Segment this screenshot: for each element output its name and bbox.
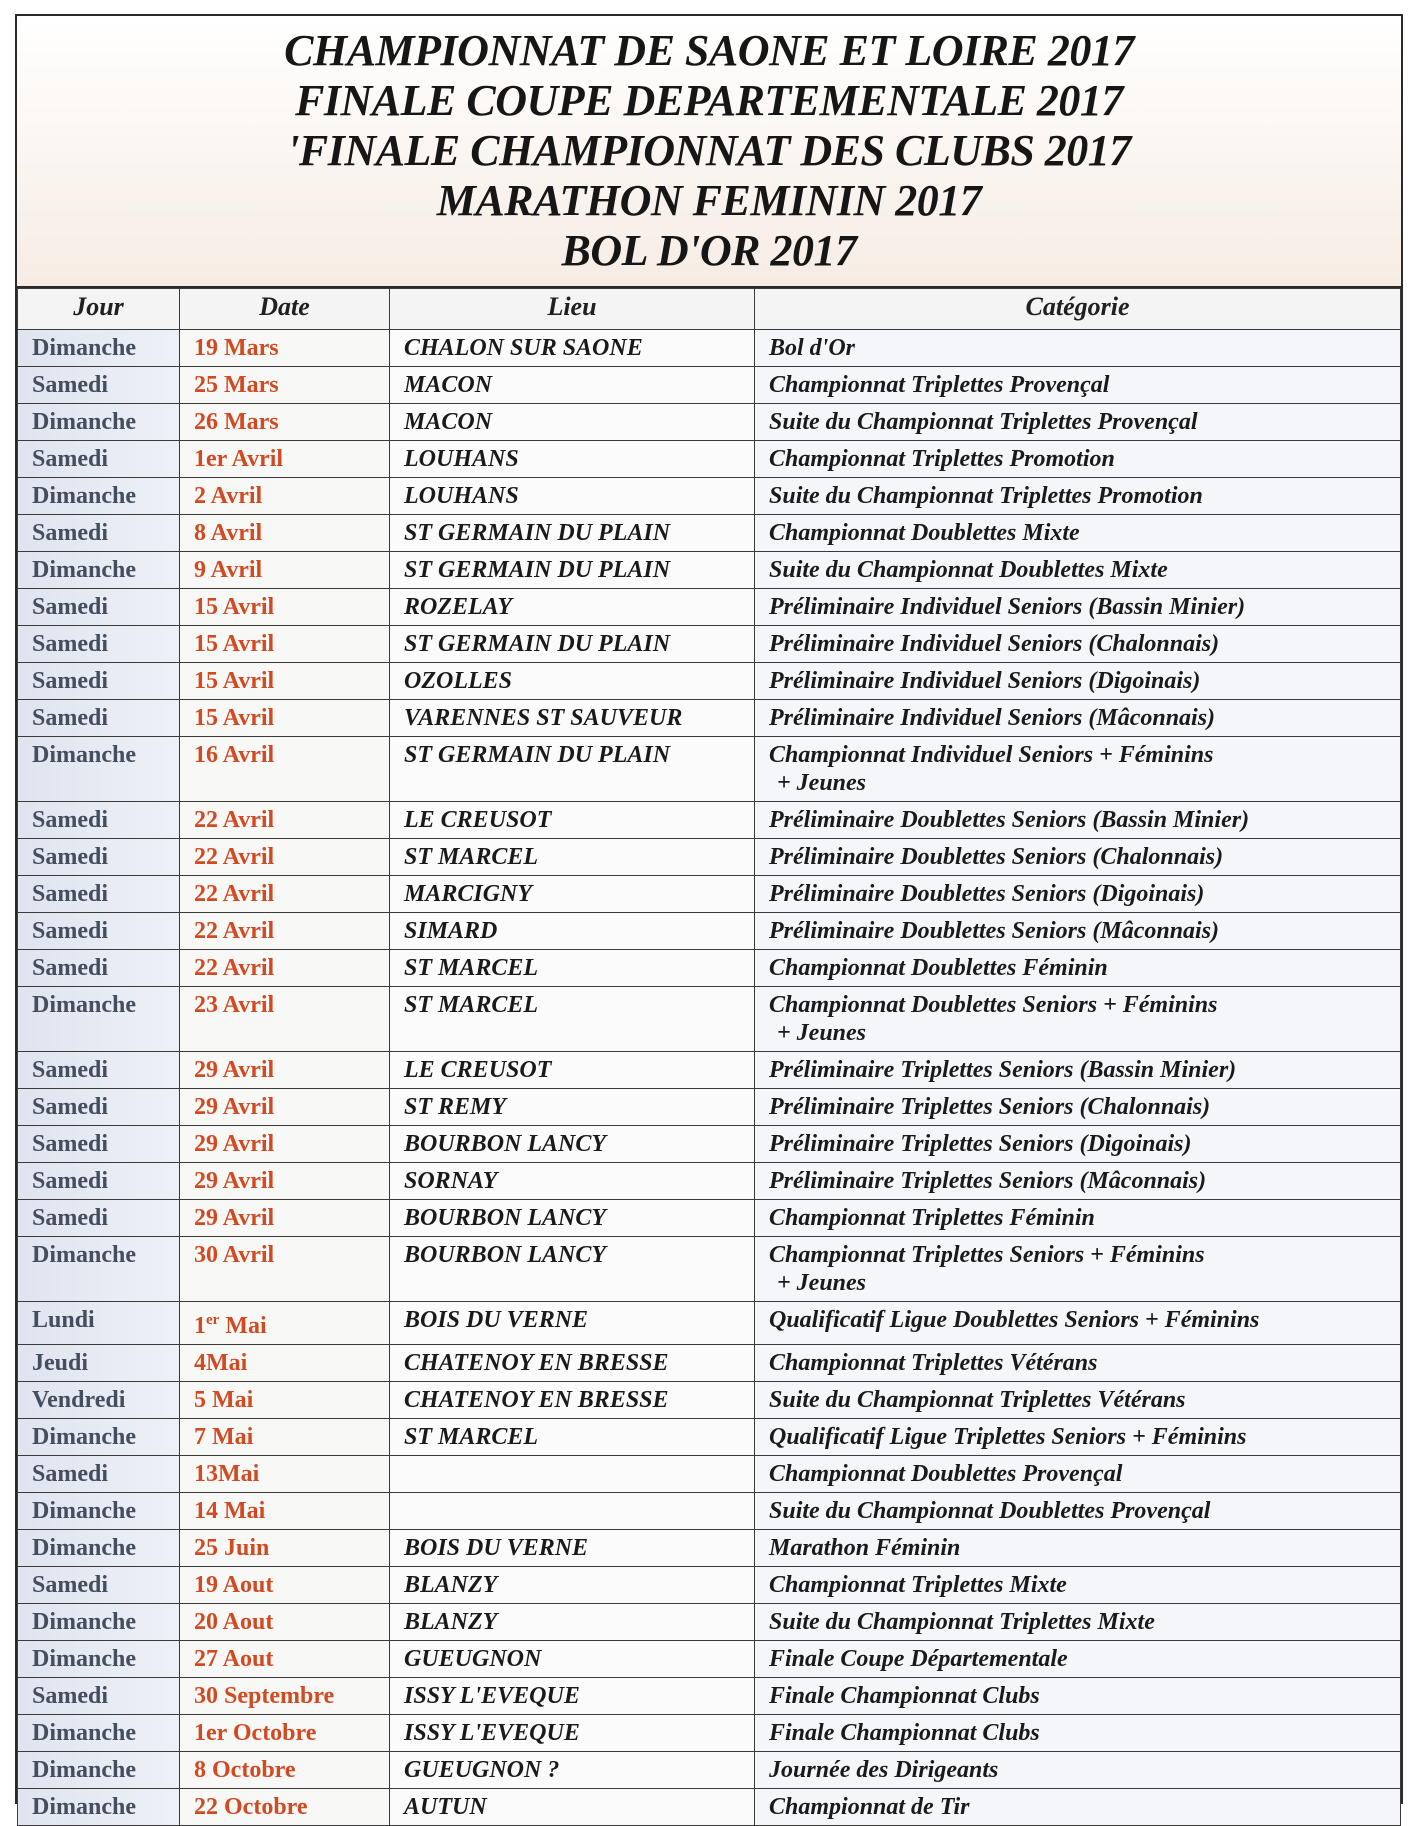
categorie-text: Finale Championnat Clubs [769,1683,1040,1709]
cell-categorie [755,1237,1401,1302]
cell-categorie [755,1752,1401,1789]
cell-lieu: VARENNES ST SAUVEUR [390,700,755,737]
table-row [18,1163,1401,1200]
table-row [18,1493,1401,1530]
cell-date: 20 Aout [180,1604,390,1641]
table-row [18,1345,1401,1382]
cell-categorie [755,1200,1401,1237]
cell-lieu: MARCIGNY [390,876,755,913]
categorie-text: Suite du Championnat Doublettes Mixte [769,557,1168,583]
cell-jour: Samedi [18,1456,180,1493]
cell-date: 29 Avril [180,1089,390,1126]
table-row [18,700,1401,737]
table-row [18,1641,1401,1678]
cell-date [180,1302,390,1345]
cell-categorie [755,1382,1401,1419]
cell-lieu: OZOLLES [390,663,755,700]
title-block [17,16,1401,288]
cell-jour: Samedi [18,1089,180,1126]
categorie-text: Championnat Triplettes Vétérans [769,1350,1098,1376]
cell-date: 15 Avril [180,589,390,626]
title-line-3: 'FINALE CHAMPIONNAT DES CLUBS 2017 [287,126,1131,175]
cell-categorie [755,1604,1401,1641]
categorie-text: Marathon Féminin [769,1535,961,1561]
categorie-text: Préliminaire Doublettes Seniors (Digoinais) [769,881,1205,907]
cell-date: 1er Avril [180,441,390,478]
table-row [18,1604,1401,1641]
cell-date: 15 Avril [180,700,390,737]
cell-categorie [755,700,1401,737]
table-row [18,478,1401,515]
table-row [18,1302,1401,1345]
categorie-text: Préliminaire Individuel Seniors (Bassin Minier) [769,594,1246,620]
cell-lieu: LOUHANS [390,478,755,515]
cell-lieu: BOURBON LANCY [390,1200,755,1237]
table-row [18,1419,1401,1456]
cell-jour: Dimanche [18,1530,180,1567]
cell-lieu: MACON [390,404,755,441]
cell-jour: Samedi [18,1126,180,1163]
cell-lieu: GUEUGNON ? [390,1752,755,1789]
cell-lieu: LE CREUSOT [390,802,755,839]
cell-lieu: ST GERMAIN DU PLAIN [390,737,755,802]
cell-categorie [755,552,1401,589]
cell-date: 30 Avril [180,1237,390,1302]
cell-jour: Samedi [18,1678,180,1715]
cell-categorie [755,1567,1401,1604]
categorie-text: Championnat Triplettes Promotion [769,446,1115,472]
table-row [18,589,1401,626]
cell-lieu: MACON [390,367,755,404]
cell-categorie [755,626,1401,663]
table-row [18,737,1401,802]
categorie-text: Suite du Championnat Triplettes Vétérans [769,1387,1186,1413]
table-row [18,1126,1401,1163]
cell-date: 29 Avril [180,1126,390,1163]
cell-categorie [755,404,1401,441]
table-row [18,1678,1401,1715]
table-row [18,441,1401,478]
cell-lieu: BOIS DU VERNE [390,1302,755,1345]
cell-categorie [755,478,1401,515]
table-row [18,330,1401,367]
categorie-text: Préliminaire Individuel Seniors (Chalonnais) [769,631,1220,657]
table-row [18,1200,1401,1237]
cell-date: 15 Avril [180,663,390,700]
cell-jour: Samedi [18,802,180,839]
cell-categorie [755,737,1401,802]
cell-jour: Samedi [18,515,180,552]
cell-jour: Dimanche [18,987,180,1052]
title-line-2: FINALE COUPE DEPARTEMENTALE 2017 [295,76,1123,125]
cell-jour: Dimanche [18,1604,180,1641]
table-row [18,1567,1401,1604]
cell-date: 5 Mai [180,1382,390,1419]
cell-categorie [755,876,1401,913]
cell-jour: Lundi [18,1302,180,1345]
table-row [18,367,1401,404]
cell-lieu: GUEUGNON [390,1641,755,1678]
cell-lieu: ST MARCEL [390,1419,755,1456]
cell-date: 26 Mars [180,404,390,441]
cell-categorie [755,441,1401,478]
cell-lieu: SIMARD [390,913,755,950]
cell-lieu: BOURBON LANCY [390,1126,755,1163]
categorie-text: Suite du Championnat Triplettes Promotion [769,483,1203,509]
cell-lieu: LOUHANS [390,441,755,478]
date-ordinal: er [206,1312,220,1328]
table-row [18,1052,1401,1089]
cell-jour: Dimanche [18,478,180,515]
cell-categorie [755,913,1401,950]
categorie-text: Championnat Doublettes Seniors + Féminins [769,992,1218,1018]
cell-date: 9 Avril [180,552,390,589]
cell-jour: Dimanche [18,1752,180,1789]
cell-date: 4Mai [180,1345,390,1382]
cell-date: 25 Juin [180,1530,390,1567]
cell-jour: Samedi [18,626,180,663]
cell-lieu: AUTUN [390,1789,755,1826]
header-jour: Jour [18,289,180,330]
cell-categorie [755,1493,1401,1530]
cell-date: 22 Avril [180,913,390,950]
schedule-sheet [15,14,1403,1820]
cell-categorie [755,1163,1401,1200]
cell-date: 30 Septembre [180,1678,390,1715]
categorie-text: Championnat Triplettes Mixte [769,1572,1067,1598]
cell-jour: Samedi [18,367,180,404]
categorie-text: Championnat Doublettes Provençal [769,1461,1123,1487]
cell-date: 29 Avril [180,1052,390,1089]
cell-date: 2 Avril [180,478,390,515]
categorie-text: Bol d'Or [769,335,856,361]
cell-lieu: ST MARCEL [390,950,755,987]
cell-date: 22 Avril [180,802,390,839]
cell-categorie [755,589,1401,626]
cell-lieu: BLANZY [390,1567,755,1604]
cell-date: 29 Avril [180,1163,390,1200]
cell-lieu: CHALON SUR SAONE [390,330,755,367]
cell-categorie [755,1789,1401,1826]
table-row [18,876,1401,913]
cell-jour: Samedi [18,663,180,700]
cell-date: 1er Octobre [180,1715,390,1752]
table-row [18,839,1401,876]
categorie-text-continued: + Jeunes [777,770,867,796]
cell-jour: Dimanche [18,1237,180,1302]
header-lieu: Lieu [390,289,755,330]
cell-jour: Jeudi [18,1345,180,1382]
table-row [18,1715,1401,1752]
cell-categorie [755,1678,1401,1715]
categorie-text: Suite du Championnat Triplettes Mixte [769,1609,1155,1635]
cell-date: 19 Aout [180,1567,390,1604]
cell-lieu: BLANZY [390,1604,755,1641]
table-row [18,1456,1401,1493]
table-row [18,404,1401,441]
categorie-text: Championnat Triplettes Seniors + Féminins [769,1242,1205,1268]
cell-date: 29 Avril [180,1200,390,1237]
cell-categorie [755,1715,1401,1752]
cell-jour: Dimanche [18,330,180,367]
cell-jour: Samedi [18,1567,180,1604]
header-row [18,289,1401,330]
cell-date: 14 Mai [180,1493,390,1530]
categorie-text: Qualificatif Ligue Triplettes Seniors + Féminins [769,1424,1247,1450]
cell-lieu: SORNAY [390,1163,755,1200]
table-row [18,1530,1401,1567]
cell-categorie [755,1302,1401,1345]
table-row [18,626,1401,663]
table-row [18,913,1401,950]
cell-jour: Samedi [18,589,180,626]
categorie-text: Préliminaire Triplettes Seniors (Chalonnais) [769,1094,1211,1120]
categorie-text: Championnat Doublettes Féminin [769,955,1108,981]
cell-categorie [755,1089,1401,1126]
cell-date: 15 Avril [180,626,390,663]
categorie-text: Préliminaire Triplettes Seniors (Bassin Minier) [769,1057,1237,1083]
categorie-text: Qualificatif Ligue Doublettes Seniors + Féminins [769,1307,1260,1333]
cell-lieu: ST GERMAIN DU PLAIN [390,552,755,589]
categorie-text: Préliminaire Triplettes Seniors (Digoinais) [769,1131,1192,1157]
schedule-table [17,288,1401,1826]
cell-categorie [755,367,1401,404]
cell-jour: Samedi [18,839,180,876]
categorie-text-continued: + Jeunes [777,1020,867,1046]
categorie-text: Préliminaire Triplettes Seniors (Mâconnais) [769,1168,1207,1194]
cell-jour: Dimanche [18,552,180,589]
cell-lieu: BOIS DU VERNE [390,1530,755,1567]
categorie-text: Préliminaire Individuel Seniors (Digoinais) [769,668,1201,694]
title-line-1: CHAMPIONNAT DE SAONE ET LOIRE 2017 [284,26,1134,75]
cell-categorie [755,1052,1401,1089]
cell-lieu: ISSY L'EVEQUE [390,1715,755,1752]
title-line-5: BOL D'OR 2017 [561,226,857,275]
cell-lieu: ST MARCEL [390,839,755,876]
cell-categorie [755,1345,1401,1382]
table-row [18,1382,1401,1419]
schedule-rows [18,330,1401,1826]
categorie-text: Championnat de Tir [769,1794,970,1820]
cell-lieu: LE CREUSOT [390,1052,755,1089]
cell-date: 22 Avril [180,950,390,987]
cell-categorie [755,987,1401,1052]
cell-lieu: ST GERMAIN DU PLAIN [390,515,755,552]
cell-date: 16 Avril [180,737,390,802]
cell-lieu: ROZELAY [390,589,755,626]
categorie-text-continued: + Jeunes [777,1270,867,1296]
cell-jour: Samedi [18,1052,180,1089]
cell-date: 22 Octobre [180,1789,390,1826]
categorie-text: Préliminaire Doublettes Seniors (Mâconnais) [769,918,1220,944]
cell-categorie [755,663,1401,700]
cell-lieu: ISSY L'EVEQUE [390,1678,755,1715]
categorie-text: Finale Championnat Clubs [769,1720,1040,1746]
categorie-text: Suite du Championnat Triplettes Provençal [769,409,1198,435]
cell-lieu [390,1456,755,1493]
cell-jour: Samedi [18,1200,180,1237]
table-row [18,663,1401,700]
table-row [18,1752,1401,1789]
cell-date: 22 Avril [180,876,390,913]
cell-lieu: ST GERMAIN DU PLAIN [390,626,755,663]
cell-jour: Vendredi [18,1382,180,1419]
table-row [18,802,1401,839]
cell-jour: Dimanche [18,404,180,441]
cell-lieu: ST MARCEL [390,987,755,1052]
table-row [18,1089,1401,1126]
cell-lieu: BOURBON LANCY [390,1237,755,1302]
cell-categorie [755,839,1401,876]
cell-lieu: CHATENOY EN BRESSE [390,1382,755,1419]
cell-categorie [755,1530,1401,1567]
table-row [18,950,1401,987]
cell-categorie [755,1456,1401,1493]
table-row [18,515,1401,552]
cell-jour: Dimanche [18,1715,180,1752]
categorie-text: Championnat Triplettes Provençal [769,372,1110,398]
categorie-text: Championnat Triplettes Féminin [769,1205,1095,1231]
categorie-text: Suite du Championnat Doublettes Provençal [769,1498,1211,1524]
date-day: 1 [194,1313,206,1339]
cell-date: 13Mai [180,1456,390,1493]
cell-jour: Samedi [18,876,180,913]
table-row [18,1789,1401,1826]
cell-jour: Samedi [18,441,180,478]
cell-date: 19 Mars [180,330,390,367]
categorie-text: Championnat Individuel Seniors + Féminins [769,742,1214,768]
categorie-text: Championnat Doublettes Mixte [769,520,1080,546]
cell-categorie [755,1641,1401,1678]
cell-jour: Dimanche [18,1641,180,1678]
cell-jour: Dimanche [18,737,180,802]
cell-date: 25 Mars [180,367,390,404]
cell-categorie [755,1126,1401,1163]
cell-jour: Samedi [18,913,180,950]
cell-categorie [755,515,1401,552]
table-row [18,987,1401,1052]
categorie-text: Journée des Dirigeants [769,1757,999,1783]
cell-lieu: ST REMY [390,1089,755,1126]
cell-date: 27 Aout [180,1641,390,1678]
cell-date: 23 Avril [180,987,390,1052]
table-row [18,552,1401,589]
cell-jour: Dimanche [18,1493,180,1530]
cell-categorie [755,802,1401,839]
cell-date: 7 Mai [180,1419,390,1456]
categorie-text: Préliminaire Doublettes Seniors (Bassin Minier) [769,807,1250,833]
cell-categorie [755,950,1401,987]
cell-jour: Dimanche [18,1789,180,1826]
categorie-text: Préliminaire Individuel Seniors (Mâconnais) [769,705,1216,731]
cell-date: 22 Avril [180,839,390,876]
cell-lieu [390,1493,755,1530]
title-line-4: MARATHON FEMININ 2017 [436,176,982,225]
categorie-text: Finale Coupe Départementale [769,1646,1068,1672]
header-categorie: Catégorie [755,289,1401,330]
cell-date: 8 Avril [180,515,390,552]
cell-jour: Samedi [18,700,180,737]
cell-jour: Samedi [18,950,180,987]
cell-jour: Samedi [18,1163,180,1200]
header-date: Date [180,289,390,330]
date-month: Mai [219,1313,267,1339]
cell-date: 8 Octobre [180,1752,390,1789]
categorie-text: Préliminaire Doublettes Seniors (Chalonnais) [769,844,1224,870]
table-row [18,1237,1401,1302]
cell-jour: Dimanche [18,1419,180,1456]
cell-categorie [755,330,1401,367]
cell-categorie [755,1419,1401,1456]
cell-lieu: CHATENOY EN BRESSE [390,1345,755,1382]
